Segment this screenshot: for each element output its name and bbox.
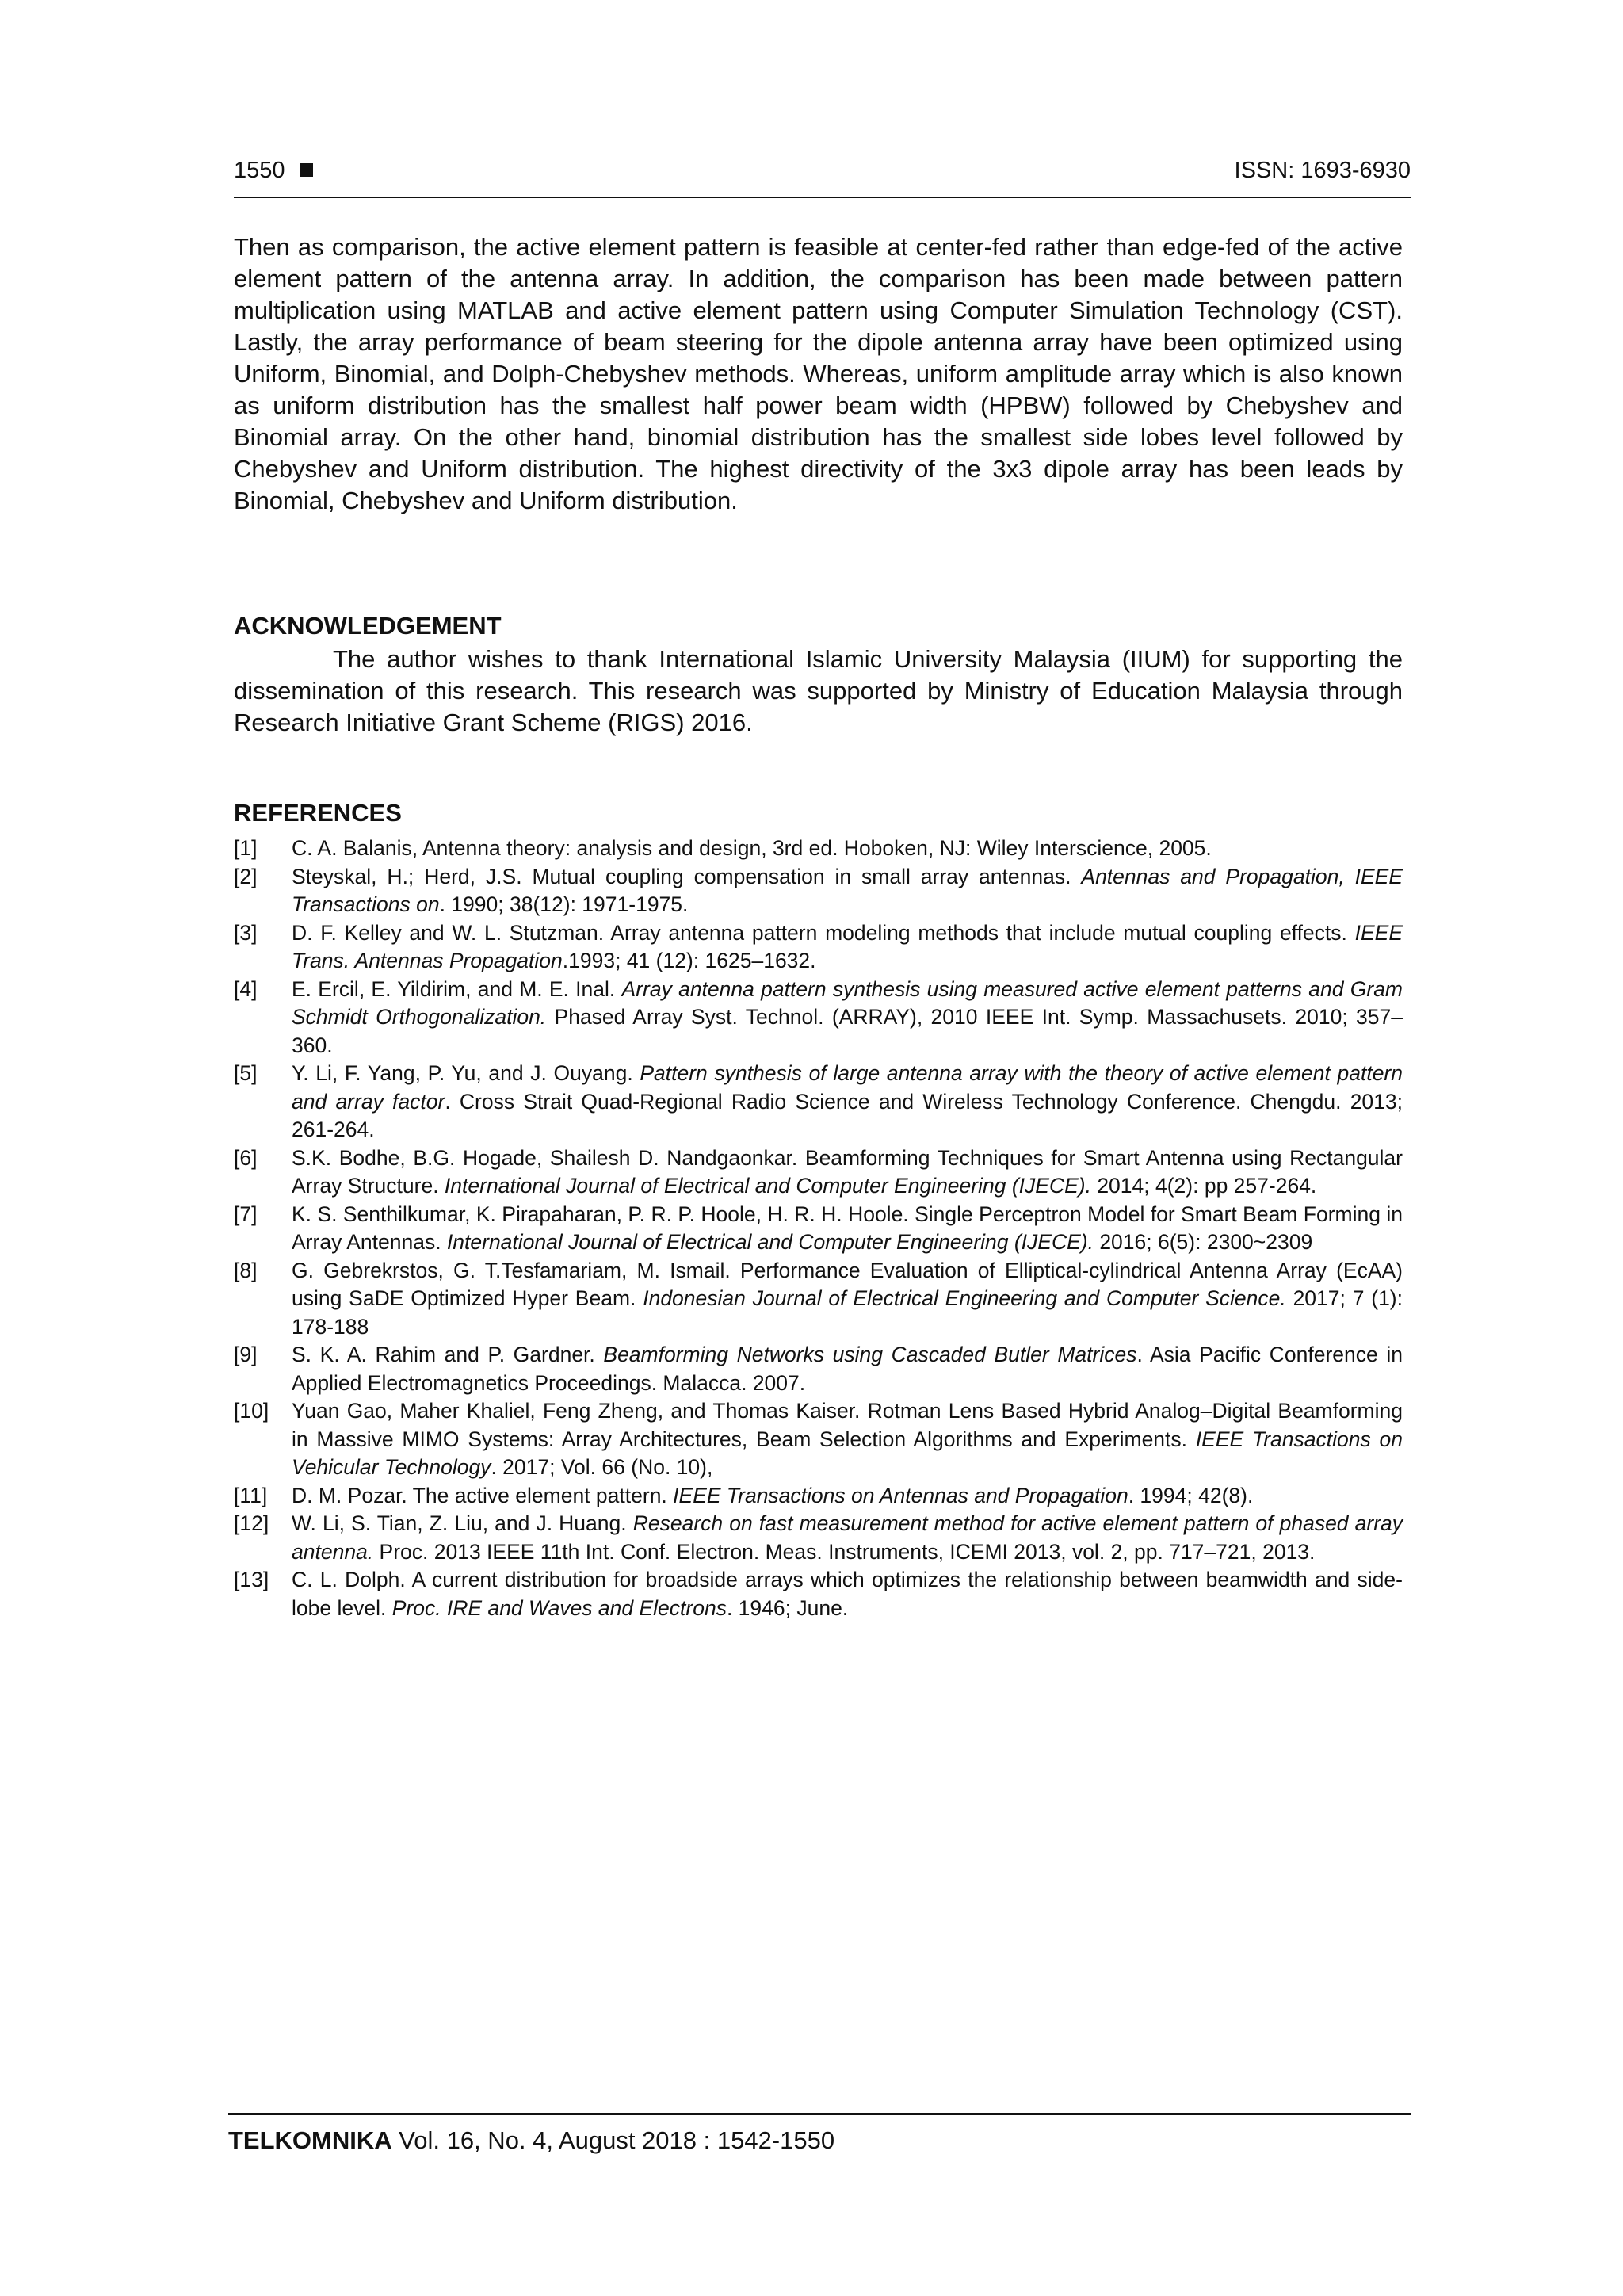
reference-item: [234, 863, 1403, 919]
reference-authors-title: G. Gebrekrstos, G. T.Tesfamariam, M. Ismail. Performance Evaluation of Elliptical-cylindrical Antenna Array (EcAA) using SaDE Optimized Hyper Beam.: [292, 1258, 1403, 1310]
conclusion-paragraph: Then as comparison, the active element pattern is feasible at center-fed rather than edge-fed of the active element pattern of the antenna array. In addition, the comparison has been made between pattern multiplication using MATLAB and active element pattern using Computer Simulation Technology (CST). Lastly, the array performance of beam steering for the dipole antenna array have been optimized using Uniform, Binomial, and Dolph-Chebyshev methods. Whereas, uniform amplitude array which is also known as uniform distribution has the smallest half power beam width (HPBW) followed by Chebyshev and Binomial array. On the other hand, binomial distribution has the smallest side lobes level followed by Chebyshev and Uniform distribution. The highest directivity of the 3x3 dipole array has been leads by Binomial, Chebyshev and Uniform distribution.: [234, 233, 1403, 514]
reference-number: [13]: [234, 1568, 269, 1591]
reference-venue: International Journal of Electrical and Computer Engineering (IJECE).: [444, 1174, 1091, 1198]
reference-authors-title: S.K. Bodhe, B.G. Hogade, Shailesh D. Nandgaonkar. Beamforming Techniques for Smart Antenna using Rectangular Array Structure.: [292, 1145, 1403, 1198]
reference-details: . Asia Pacific Conference in Applied Electromagnetics Proceedings. Malacca. 2007.: [292, 1343, 1403, 1395]
reference-details: . Cross Strait Quad-Regional Radio Science and Wireless Technology Conference. Chengdu. 2013; 261-264.: [292, 1089, 1403, 1141]
reference-details: Proc. 2013 IEEE 11th Int. Conf. Electron. Meas. Instruments, ICEMI 2013, vol. 2, pp. 717–721, 2013.: [373, 1539, 1316, 1564]
reference-venue: International Journal of Electrical and Computer Engineering (IJECE).: [446, 1230, 1094, 1254]
reference-number: [8]: [234, 1258, 258, 1282]
reference-details: .1993; 41 (12): 1625–1632.: [562, 949, 816, 972]
page-header: [234, 155, 1411, 198]
reference-authors-title: D. F. Kelley and W. L. Stutzman. Array antenna pattern modeling methods that include mutual coupling effects.: [292, 920, 1355, 945]
reference-text: [292, 1259, 1403, 1339]
reference-number: [2]: [234, 864, 258, 888]
reference-details: 2016; 6(5): 2300~2309: [1093, 1230, 1313, 1254]
page-number-text: 1550: [234, 158, 285, 183]
reference-venue: IEEE Trans. Antennas Propagation: [292, 920, 1403, 972]
reference-venue: IEEE Transactions on Antennas and Propagation: [673, 1483, 1128, 1507]
reference-authors-title: Steyskal, H.; Herd, J.S. Mutual coupling compensation in small array antennas.: [292, 864, 1082, 888]
reference-details: . 1990; 38(12): 1971-1975.: [439, 892, 689, 916]
reference-text: [292, 1484, 1253, 1507]
reference-text: [292, 1146, 1403, 1198]
reference-item: [234, 1257, 1403, 1342]
reference-authors-title: K. S. Senthilkumar, K. Pirapaharan, P. R. P. Hoole, H. R. H. Hoole. Single Perceptron Model for Smart Beam Forming in Array Antennas.: [292, 1201, 1403, 1254]
reference-details: . 1994; 42(8).: [1128, 1483, 1254, 1507]
reference-details: . 2017; Vol. 66 (No. 10),: [491, 1455, 713, 1479]
reference-item: [234, 1341, 1403, 1397]
reference-number: [6]: [234, 1145, 258, 1170]
reference-text: [292, 921, 1403, 973]
reference-authors-title: Yuan Gao, Maher Khaliel, Feng Zheng, and Thomas Kaiser. Rotman Lens Based Hybrid Analog–Digital Beamforming in Massive MIMO Systems: Array Architectures, Beam Selection Algorithms and Experiments.: [292, 1399, 1403, 1451]
reference-item: [234, 835, 1403, 863]
reference-text: [292, 977, 1403, 1057]
reference-venue: IEEE Transactions on Vehicular Technology: [292, 1427, 1403, 1479]
reference-details: Phased Array Syst. Technol. (ARRAY), 2010 IEEE Int. Symp. Massachusets. 2010; 357–360.: [292, 1005, 1403, 1057]
reference-item: [234, 1144, 1403, 1201]
reference-number: [1]: [234, 836, 258, 860]
reference-text: [292, 1343, 1403, 1395]
reference-item: [234, 919, 1403, 976]
reference-venue: Pattern synthesis of large antenna array with the theory of active element pattern and array factor: [292, 1061, 1403, 1114]
reference-venue: Beamforming Networks using Cascaded Butler Matrices: [603, 1343, 1137, 1366]
footer-citation: Vol. 16, No. 4, August 2018 : 1542-1550: [399, 2126, 835, 2154]
reference-number: [5]: [234, 1061, 258, 1085]
footer-journal-name: TELKOMNIKA: [228, 2126, 392, 2154]
reference-details: 2017; 7 (1): 178-188: [292, 1286, 1403, 1339]
reference-item: [234, 1482, 1403, 1511]
reference-venue: Research on fast measurement method for active element pattern of phased array antenna.: [292, 1511, 1403, 1564]
reference-number: [11]: [234, 1483, 268, 1507]
reference-text: [292, 1399, 1403, 1479]
reference-authors-title: W. Li, S. Tian, Z. Liu, and J. Huang.: [292, 1511, 633, 1535]
reference-number: [3]: [234, 920, 258, 945]
reference-item: [234, 1510, 1403, 1566]
reference-venue: Antennas and Propagation, IEEE Transactions on: [292, 864, 1403, 916]
issn: ISSN: 1693-6930: [1234, 158, 1411, 183]
page-number: [234, 158, 313, 184]
reference-item: [234, 1201, 1403, 1257]
reference-number: [10]: [234, 1399, 269, 1423]
reference-text: [292, 1511, 1403, 1564]
reference-number: [7]: [234, 1201, 258, 1226]
reference-venue: Proc. IRE and Waves and Electrons: [391, 1595, 727, 1620]
reference-item: [234, 976, 1403, 1060]
reference-text: [292, 865, 1403, 917]
acknowledgement-paragraph: The author wishes to thank International Islamic University Malaysia (IIUM) for supporting the dissemination of this research. This research was supported by Ministry of Education Malaysia through Research Initiative Grant Scheme (RIGS) 2016.: [234, 645, 1403, 736]
reference-item: [234, 1060, 1403, 1144]
reference-item: [234, 1566, 1403, 1622]
reference-text: [292, 836, 1212, 860]
reference-details: . 1946; June.: [726, 1595, 849, 1620]
reference-text: [292, 1061, 1403, 1141]
reference-details: 2014; 4(2): pp 257-264.: [1090, 1174, 1317, 1198]
references-heading: REFERENCES: [234, 799, 402, 827]
reference-authors-title: C. A. Balanis, Antenna theory: analysis and design, 3rd ed. Hoboken, NJ: Wiley Interscience, 2005.: [292, 836, 1212, 860]
square-bullet-icon: [300, 163, 313, 177]
reference-authors-title: S. K. A. Rahim and P. Gardner.: [292, 1343, 604, 1366]
reference-authors-title: Y. Li, F. Yang, P. Yu, and J. Ouyang.: [292, 1061, 640, 1085]
reference-number: [9]: [234, 1343, 258, 1366]
reference-text: [292, 1568, 1403, 1620]
reference-authors-title: C. L. Dolph. A current distribution for broadside arrays which optimizes the relationship between beamwidth and side-lobe level.: [292, 1568, 1403, 1620]
page-footer: [228, 2113, 1411, 2155]
reference-text: [292, 1202, 1403, 1255]
reference-authors-title: D. M. Pozar. The active element pattern.: [292, 1483, 674, 1507]
reference-list: [234, 835, 1403, 1622]
reference-number: [4]: [234, 976, 258, 1001]
reference-item: [234, 1397, 1403, 1482]
reference-venue: Indonesian Journal of Electrical Engineering and Computer Science.: [643, 1286, 1286, 1310]
reference-venue: Array antenna pattern synthesis using measured active element patterns and Gram Schmidt Orthogonalization.: [292, 976, 1403, 1029]
reference-authors-title: E. Ercil, E. Yildirim, and M. E. Inal.: [292, 976, 622, 1001]
acknowledgement-heading: ACKNOWLEDGEMENT: [234, 612, 502, 640]
reference-number: [12]: [234, 1511, 269, 1535]
